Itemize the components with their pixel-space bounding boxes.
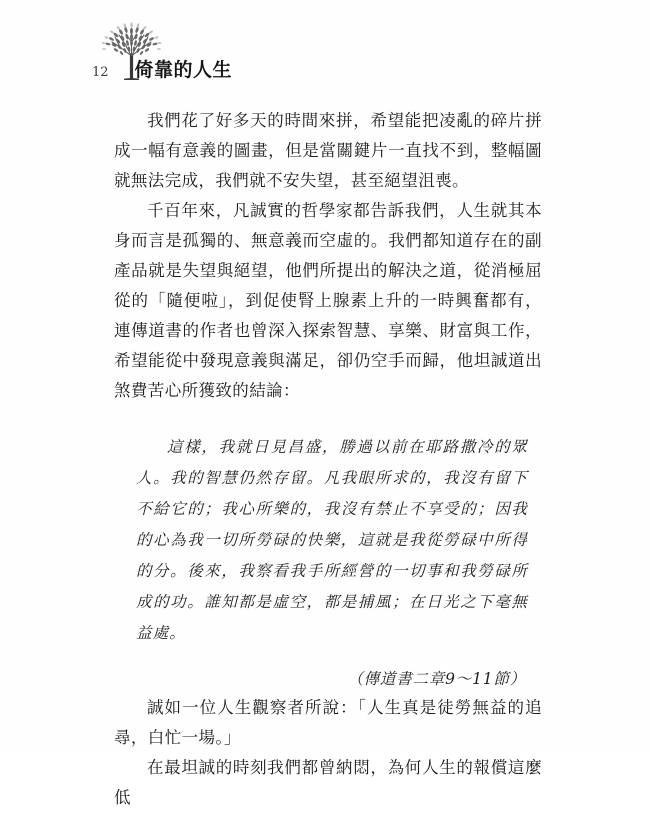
- scripture-quote-block: [136, 432, 528, 693]
- text-column: [114, 106, 542, 813]
- body-paragraph: 我們花了好多天的時間來拼，希望能把凌亂的碎片拼成一幅有意義的圖畫，但是當關鍵片一直找不到，整幅圖就無法完成，我們就不安失望，甚至絕望沮喪。: [114, 111, 542, 190]
- scripture-quote-text: 這樣，我就日見昌盛，勝過以前在耶路撒冷的眾人。我的智慧仍然存留。凡我眼所求的，我沒有留下不給它的；我心所樂的，我沒有禁止不享受的；因我的心為我一切所勞碌的快樂，這就是我從勞碌中所得的分。後來，我察看我手所經營的一切事和我勞碌所成的功。誰知都是虛空，都是捕風；在日光之下毫無益處。: [136, 438, 528, 642]
- closing-paragraph: 誠如一位人生觀察者所說：「人生真是徒勞無益的追尋，白忙一場。」: [114, 698, 542, 747]
- body-paragraph: 千百年來，凡誠實的哲學家都告訴我們，人生就其本身而言是孤獨的、無意義而空虛的。我們都知道存在的副產品就是失望與絕望，他們所提出的解決之道，從消極屈從的「隨便啦」，到促使腎上腺素上升的一時興奮都有，連傳道書的作者也曾深入探索智慧、享樂、財富與工作，希望能從中發現意義與滿足，卻仍空手而歸，他坦誠道出煞費苦心所獲致的結論：: [114, 201, 542, 400]
- chapter-title: 倚靠的人生: [134, 59, 233, 81]
- page-number: 12: [92, 65, 109, 80]
- scripture-citation: （傳道書二章9～11節）: [347, 670, 526, 688]
- closing-paragraph: 在最坦誠的時刻我們都曾納悶，為何人生的報償這麼低: [114, 758, 542, 807]
- running-head: [92, 22, 232, 82]
